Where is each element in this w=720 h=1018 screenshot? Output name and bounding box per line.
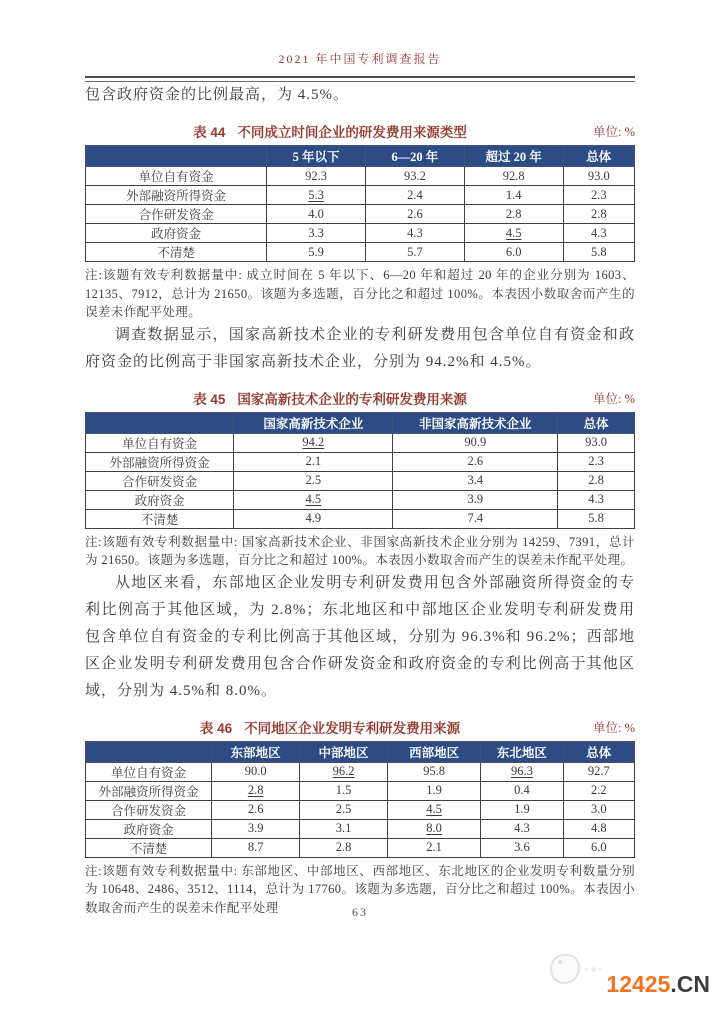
table-cell: 1.9: [387, 781, 480, 800]
table-cell: 93.2: [365, 167, 464, 186]
table-cell: 3.9: [212, 819, 300, 838]
row-label: 单位自有资金: [86, 433, 234, 452]
table-44: [85, 145, 635, 262]
table-45: [85, 412, 635, 529]
paragraph-intro: 包含政府资金的比例最高，为 4.5%。: [85, 87, 349, 103]
table-cell: 3.0: [563, 800, 634, 819]
table-cell: 2.5: [234, 471, 393, 490]
table-cell: 0.4: [481, 781, 563, 800]
table-cell: 2.1: [387, 838, 480, 857]
table-cell: 7.4: [393, 509, 558, 528]
page-header: [85, 50, 635, 82]
table-cell: 2.8: [300, 838, 388, 857]
paragraph-hightech: 调查数据显示，国家高新技术企业的专利研发费用包含单位自有资金和政府资金的比例高于非国家高新技术企业，分别为 94.2%和 4.5%。: [85, 326, 635, 370]
table-caption-number: 表 45: [193, 391, 226, 407]
table-cell: 2.8: [558, 471, 635, 490]
column-header: 6—20 年: [365, 146, 464, 167]
table-header-row: [86, 412, 635, 433]
table-cell: 5.8: [563, 243, 634, 262]
column-header: 国家高新技术企业: [234, 412, 393, 433]
row-label: 政府资金: [86, 224, 267, 243]
table-caption-title: 不同地区企业发明专利研发费用来源: [244, 720, 461, 736]
table-cell: 92.3: [267, 167, 366, 186]
table-row: [86, 762, 635, 781]
table-cell: 94.2: [234, 433, 393, 452]
row-label: 合作研发资金: [86, 800, 212, 819]
table-cell: 2.5: [300, 800, 388, 819]
table-cell: 4.3: [563, 224, 634, 243]
column-header: 总体: [563, 741, 634, 762]
table-cell: 90.0: [212, 762, 300, 781]
table-45-note: 注:该题有效专利数据量中: 国家高新技术企业、非国家高新技术企业分别为 14259、7391，总计为 21650。该题为多选题，百分比之和超过 100%。本表因小数取舍而产生的误差未作配平处理。: [85, 534, 635, 567]
table-cell: 3.6: [481, 838, 563, 857]
table-row: [86, 167, 635, 186]
column-header: [86, 741, 212, 762]
row-label: 政府资金: [86, 490, 234, 509]
table-cell: 96.2: [300, 762, 388, 781]
row-label: 外部融资所得资金: [86, 452, 234, 471]
table-row: [86, 471, 635, 490]
table-cell: 2.6: [212, 800, 300, 819]
table-unit-label: 单位: %: [592, 720, 635, 735]
column-header: 5 年以下: [267, 146, 366, 167]
table-cell: 1.5: [300, 781, 388, 800]
table-row: [86, 433, 635, 452]
ghost-mascot-eye-icon: [558, 960, 562, 964]
table-cell: 8.7: [212, 838, 300, 857]
table-cell: 92.8: [464, 167, 563, 186]
watermark-text: [606, 971, 710, 998]
table-cell: 8.0: [387, 819, 480, 838]
table-row: [86, 819, 635, 838]
table-cell: 2.3: [558, 452, 635, 471]
table-46-caption: [85, 717, 635, 737]
table-unit-label: 单位: %: [592, 125, 635, 139]
row-label: 合作研发资金: [86, 205, 267, 224]
table-cell: 2.4: [365, 186, 464, 205]
table-caption-title: 不同成立时间企业的研发费用来源类型: [237, 125, 467, 140]
table-cell: 2.3: [563, 186, 634, 205]
table-caption-title: 国家高新技术企业的专利研发费用来源: [237, 391, 467, 407]
column-header: [86, 146, 267, 167]
table-cell: 4.9: [234, 509, 393, 528]
table-row: [86, 186, 635, 205]
row-label: 外部融资所得资金: [86, 781, 212, 800]
table-cell: 3.3: [267, 224, 366, 243]
ghost-mascot-icon: [550, 954, 580, 984]
table-cell: 4.3: [481, 819, 563, 838]
table-header-row: [86, 741, 635, 762]
column-header: [86, 412, 234, 433]
watermark-tld: .CN: [670, 971, 710, 997]
table-cell: 5.9: [267, 243, 366, 262]
table-row: [86, 452, 635, 471]
table-cell: 2.6: [393, 452, 558, 471]
column-header: 总体: [563, 146, 634, 167]
table-cell: 5.8: [558, 509, 635, 528]
table-row: [86, 224, 635, 243]
table-cell: 5.7: [365, 243, 464, 262]
column-header: 总体: [558, 412, 635, 433]
table-44-note: 注:该题有效专利数据量中: 成立时间在 5 年以下、6—20 年和超过 20 年的企业分别为 1603、12135、7912，总计为 21650。该题为多选题，百分比之和超过 100%。本表因小数取舍而产生的误差未作配平处理。: [85, 268, 635, 319]
row-label: 单位自有资金: [86, 762, 212, 781]
table-header-row: [86, 146, 635, 167]
table-cell: 1.9: [481, 800, 563, 819]
page-content: [85, 50, 635, 917]
table-cell: 6.0: [563, 838, 634, 857]
table-cell: 3.4: [393, 471, 558, 490]
table-unit-label: 单位: %: [592, 391, 635, 406]
table-row: [86, 800, 635, 819]
table-cell: 4.3: [365, 224, 464, 243]
row-label: 外部融资所得资金: [86, 186, 267, 205]
table-row: [86, 509, 635, 528]
table-caption-number: 表 44: [193, 125, 226, 140]
row-label: 政府资金: [86, 819, 212, 838]
table-45-block: [85, 388, 635, 570]
table-row: [86, 838, 635, 857]
column-header: 中部地区: [300, 741, 388, 762]
table-row: [86, 490, 635, 509]
table-cell: 93.0: [563, 167, 634, 186]
table-cell: 92.7: [563, 762, 634, 781]
table-row: [86, 781, 635, 800]
table-cell: 4.3: [558, 490, 635, 509]
table-cell: 4.5: [464, 224, 563, 243]
table-cell: 4.5: [387, 800, 480, 819]
table-cell: 3.1: [300, 819, 388, 838]
table-cell: 4.5: [234, 490, 393, 509]
row-label: 不清楚: [86, 509, 234, 528]
site-watermark: [544, 950, 714, 1002]
table-46-note: 注:该题有效专利数据量中: 东部地区、中部地区、西部地区、东北地区的企业发明专利数量分别为 10648、2486、3512、1114，总计为 17760。该题为多选题，百分比之和超过 100%。本表因小数取舍而产生的误差未作配平处理: [85, 863, 635, 915]
table-cell: 5.3: [267, 186, 366, 205]
column-header: 非国家高新技术企业: [393, 412, 558, 433]
table-cell: 95.8: [387, 762, 480, 781]
column-header: 超过 20 年: [464, 146, 563, 167]
table-cell: 96.3: [481, 762, 563, 781]
table-cell: 2.8: [464, 205, 563, 224]
row-label: 不清楚: [86, 243, 267, 262]
table-row: [86, 205, 635, 224]
table-cell: 6.0: [464, 243, 563, 262]
watermark-number: 12425: [606, 971, 671, 997]
table-row: [86, 243, 635, 262]
page-number: 63: [352, 905, 368, 919]
row-label: 合作研发资金: [86, 471, 234, 490]
column-header: 东北地区: [481, 741, 563, 762]
table-46: [85, 741, 635, 858]
column-header: 东部地区: [212, 741, 300, 762]
report-title: 2021 年中国专利调查报告: [278, 52, 442, 66]
row-label: 不清楚: [86, 838, 212, 857]
ghost-logo-text: ·•·: [584, 960, 605, 979]
paragraph-regions: 从地区来看，东部地区企业发明专利研发费用包含外部融资所得资金的专利比例高于其他区域，为 2.8%；东北地区和中部地区企业发明专利研发费用包含单位自有资金的专利比例高于其他区域，分别为 96.3%和 96.2%；西部地区企业发明专利研发费用包含合作研发资金和政府资金的专利比例高于其他区域，分别为 4.5%和 8.0%。: [85, 574, 635, 699]
table-cell: 3.9: [393, 490, 558, 509]
table-cell: 4.8: [563, 819, 634, 838]
table-cell: 2.8: [212, 781, 300, 800]
table-cell: 90.9: [393, 433, 558, 452]
table-cell: 1.4: [464, 186, 563, 205]
table-cell: 4.0: [267, 205, 366, 224]
table-45-caption: [85, 388, 635, 408]
row-label: 单位自有资金: [86, 167, 267, 186]
table-cell: 2.2: [563, 781, 634, 800]
table-caption-number: 表 46: [199, 720, 233, 736]
table-46-block: [85, 717, 635, 918]
table-cell: 2.8: [563, 205, 634, 224]
table-44-block: [85, 121, 635, 322]
table-44-caption: [85, 121, 635, 141]
column-header: 西部地区: [387, 741, 480, 762]
table-cell: 2.6: [365, 205, 464, 224]
table-cell: 93.0: [558, 433, 635, 452]
table-cell: 2.1: [234, 452, 393, 471]
